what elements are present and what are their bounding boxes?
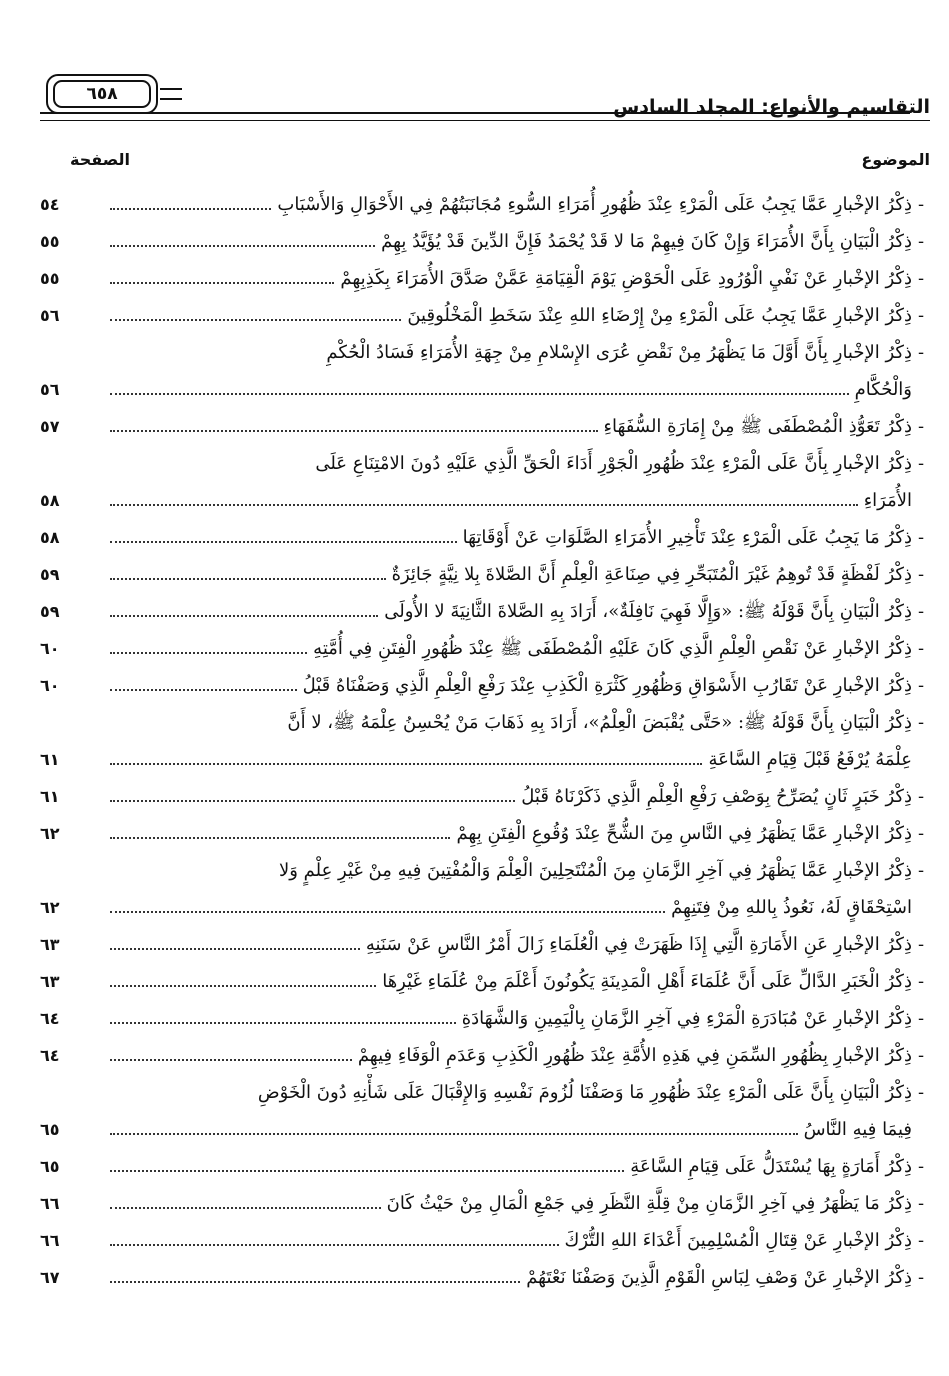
entry-page-number: ٦١ <box>40 750 60 769</box>
leader-dots <box>110 928 360 950</box>
toc-entry <box>40 1000 930 1037</box>
entry-bullet: - <box>917 712 925 733</box>
leader-dots <box>110 188 271 210</box>
leader-dots <box>110 1002 456 1024</box>
toc-entry <box>40 408 930 445</box>
entry-page-number: ٥٩ <box>40 602 60 621</box>
entry-bullet: - <box>917 1230 925 1251</box>
entry-title: ذِكْرُ الْبَيَانِ بِأَنَّ عَلَى الْمَرْءِ عِنْدَ ظُهُورِ مَا وَصَفْنَا لُزُومَ نَفْسِهِ وَالإِقْبَالَ عَلَى شَأْنِهِ دُونَ الْخَوْضِ <box>257 1082 912 1103</box>
entry-page-number: ٦٣ <box>40 935 60 954</box>
entry-bullet: - <box>917 823 925 844</box>
page <box>40 70 930 1360</box>
entry-title: ذِكْرُ الإخْبارِ عَنِ الأَمَارَةِ الَّتِي إِذَا ظَهَرَتْ فِي الْعُلَمَاءِ زَالَ أَمْرُ النَّاسِ عَنْ سَنَنِهِ <box>365 934 912 955</box>
toc-list <box>40 186 930 1296</box>
entry-page-number: ٥٥ <box>40 232 60 251</box>
entry-page-number: ٦٢ <box>40 898 60 917</box>
entry-bullet: - <box>917 1045 925 1066</box>
entry-bullet: - <box>917 453 925 474</box>
leader-dots <box>110 1113 798 1135</box>
leader-dots <box>110 225 375 247</box>
toc-entry <box>40 1222 930 1259</box>
entry-title: ذِكْرُ الإخْبارِ عَنْ نَقْصِ الْعِلْمِ الَّذِي كَانَ عَلَيْهِ الْمُصْطَفَى ﷺ عِنْدَ ظُهُورِ الْفِتَنِ فِي أُمَّتِهِ <box>313 638 912 659</box>
entry-page-number: ٦١ <box>40 787 60 806</box>
toc-entry <box>40 778 930 815</box>
toc-entry <box>40 519 930 556</box>
toc-entry <box>40 815 930 852</box>
entry-bullet: - <box>917 860 925 881</box>
entry-page-number: ٥٨ <box>40 528 60 547</box>
entry-bullet: - <box>917 1193 925 1214</box>
entry-page-number: ٦٦ <box>40 1231 60 1250</box>
entry-bullet: - <box>917 194 925 215</box>
entry-title: ذِكْرُ الإخْبارِ بِأَنَّ عَلَى الْمَرْءِ عِنْدَ ظُهُورِ الْجَوْرِ أَدَاءَ الْحَقِّ الَّذِي عَلَيْهِ دُونَ الامْتِنَاعِ عَلَى <box>315 453 912 474</box>
page-column-heading: الصفحة <box>70 150 131 169</box>
toc-entry <box>40 667 930 704</box>
entry-title: ذِكْرُ الإخْبارِ عَنْ وَصْفِ لِبَاسِ الْقَوْمِ الَّذِينَ وَصَفْنَا نَعْتَهُمْ <box>526 1267 912 1288</box>
entry-page-number: ٥٧ <box>40 417 60 436</box>
entry-bullet: - <box>917 675 925 696</box>
leader-dots <box>110 632 307 654</box>
entry-page-number: ٥٨ <box>40 491 60 510</box>
entry-page-number: ٦٤ <box>40 1046 60 1065</box>
leader-dots <box>110 373 849 395</box>
entry-bullet: - <box>917 786 925 807</box>
toc-entry <box>40 1074 930 1148</box>
page-number-badge <box>46 74 158 114</box>
toc-entry <box>40 926 930 963</box>
entry-title: ذِكْرُ الإخْبارِ عَمَّا يَجِبُ عَلَى الْمَرْءِ مِنْ إِرْضَاءِ اللهِ عِنْدَ سَخَطِ الْمَخْلُوقِينَ <box>407 305 912 326</box>
entry-bullet: - <box>917 1008 925 1029</box>
entry-page-number: ٥٦ <box>40 306 60 325</box>
entry-title: ذِكْرُ الإخْبارِ عَمَّا يَظْهَرُ فِي النَّاسِ مِنَ الشُّحِّ عِنْدَ وُقُوعِ الْفِتَنِ بِهِمْ <box>456 823 912 844</box>
leader-dots <box>110 965 376 987</box>
entry-page-number: ٦٠ <box>40 639 60 658</box>
entry-page-number: ٥٦ <box>40 380 60 399</box>
entry-title-continued: اسْتِحْقَاقٍ لَهُ، نَعُوذُ بِاللهِ مِنْ فِتَنِهِمْ <box>671 897 912 918</box>
entry-page-number: ٦٧ <box>40 1268 60 1287</box>
entry-title: ذِكْرُ الإخْبارِ عَنْ مُبَادَرَةِ الْمَرْءِ فِي آخِرِ الزَّمَانِ بِالْيَمِينِ وَالشَّهَادَةِ <box>461 1008 912 1029</box>
leader-dots <box>110 743 702 765</box>
toc-entry <box>40 852 930 926</box>
entry-title: ذِكْرُ الإخْبارِ عَنْ قِتَالِ الْمُسْلِمِينَ أَعْدَاءَ اللهِ التُّرْكَ <box>564 1230 912 1251</box>
entry-title: ذِكْرُ لَفْظَةٍ قَدْ تُوهِمُ غَيْرَ الْمُتَبَحِّرِ فِي صِنَاعَةِ الْعِلْمِ أَنَّ الصَّلاةَ بِلا نِيَّةٍ جَائِزَةٌ <box>391 564 912 585</box>
entry-page-number: ٦٥ <box>40 1120 60 1139</box>
entry-bullet: - <box>917 305 925 326</box>
entry-bullet: - <box>917 342 925 363</box>
toc-entry <box>40 223 930 260</box>
leader-dots <box>110 558 386 580</box>
entry-title-continued: وَالْحُكَّامِ <box>854 379 912 400</box>
toc-entry <box>40 593 930 630</box>
page-number: ٦٥٨ <box>86 84 118 104</box>
leader-dots <box>110 595 378 617</box>
leader-dots <box>110 891 665 913</box>
entry-bullet: - <box>917 1156 925 1177</box>
leader-dots <box>110 1224 559 1246</box>
entry-title: ذِكْرُ الإخْبارِ عَمَّا يَجِبُ عَلَى الْمَرْءِ عِنْدَ ظُهُورِ أُمَرَاءِ السُّوءِ مُجَانَبَتُهُمْ فِي الأَحْوَالِ وَالأَسْبَابِ <box>277 194 912 215</box>
entry-bullet: - <box>917 527 925 548</box>
leader-dots <box>110 262 334 284</box>
entry-bullet: - <box>917 601 925 622</box>
entry-title: ذِكْرُ الْبَيَانِ بِأَنَّ الأُمَرَاءَ وَإِنْ كَانَ فِيهِمْ مَا لا قَدْ يُحْمَدُ فَإِنَّ الدِّينَ قَدْ يُؤَيَّدُ بِهِمْ <box>381 231 912 252</box>
entry-bullet: - <box>917 638 925 659</box>
entry-title: ذِكْرُ الإخْبارِ عَنْ تَقَارُبِ الأَسْوَاقِ وَظُهُورِ كَثْرَةِ الْكَذِبِ عِنْدَ رَفْعِ الْعِلْمِ الَّذِي وَصَفْنَاهُ قَبْلُ <box>302 675 912 696</box>
leader-dots <box>110 780 515 802</box>
entry-page-number: ٦٦ <box>40 1194 60 1213</box>
header-rule <box>40 112 910 114</box>
header-thin-rule <box>40 120 930 121</box>
entry-page-number: ٥٤ <box>40 195 60 214</box>
badge-ornament <box>160 88 182 100</box>
leader-dots <box>110 521 457 543</box>
entry-bullet: - <box>917 231 925 252</box>
entry-title-continued: فِيمَا فِيهِ النَّاسُ <box>803 1119 912 1140</box>
entry-page-number: ٦٣ <box>40 972 60 991</box>
leader-dots <box>110 669 297 691</box>
toc-entry <box>40 186 930 223</box>
toc-entry <box>40 1037 930 1074</box>
entry-title: ذِكْرُ تَعَوُّذِ الْمُصْطَفَى ﷺ مِنْ إِمَارَةِ السُّفَهَاءِ <box>603 416 912 437</box>
entry-page-number: ٦٠ <box>40 676 60 695</box>
leader-dots <box>110 299 401 321</box>
entry-page-number: ٦٥ <box>40 1157 60 1176</box>
entry-bullet: - <box>917 268 925 289</box>
topic-column-heading: الموضوع <box>861 150 930 169</box>
entry-title: ذِكْرُ الْخَبَرِ الدَّالِّ عَلَى أَنَّ عُلَمَاءَ أَهْلِ الْمَدِينَةِ يَكُونُونَ أَعْلَمَ مِنْ عُلَمَاءِ غَيْرِهَا <box>382 971 912 992</box>
toc-entry <box>40 260 930 297</box>
entry-title-continued: عِلْمَهُ يُرْفَعُ قَبْلَ قِيَامِ السَّاعَةِ <box>708 749 912 770</box>
entry-title: ذِكْرُ الْبَيَانِ بِأَنَّ قَوْلَهُ ﷺ: «وَإِلَّا فَهِيَ نَافِلَةٌ»، أَرَادَ بِهِ الصَّلاةَ الثَّانِيَةَ لا الأُولَى <box>384 601 912 622</box>
entry-page-number: ٦٤ <box>40 1009 60 1028</box>
leader-dots <box>110 410 598 432</box>
entry-page-number: ٦٢ <box>40 824 60 843</box>
entry-title: ذِكْرُ الإخْبارِ بِظُهُورِ السِّمَنِ فِي هَذِهِ الأُمَّةِ عِنْدَ ظُهُورِ الْكَذِبِ وَعَدَمِ الْوَفَاءِ فِيهِمْ <box>357 1045 912 1066</box>
entry-bullet: - <box>917 1082 925 1103</box>
entry-page-number: ٥٥ <box>40 269 60 288</box>
toc-entry <box>40 1259 930 1296</box>
toc-entry <box>40 334 930 408</box>
toc-entry <box>40 556 930 593</box>
leader-dots <box>110 1261 520 1283</box>
leader-dots <box>110 817 450 839</box>
entry-title: ذِكْرُ خَبَرٍ ثَانٍ يُصَرِّحُ بِوَصْفِ رَفْعِ الْعِلْمِ الَّذِي ذَكَرْنَاهُ قَبْلُ <box>521 786 912 807</box>
entry-bullet: - <box>917 971 925 992</box>
entry-title: ذِكْرُ مَا يَجِبُ عَلَى الْمَرْءِ عِنْدَ تَأْخِيرِ الأُمَرَاءِ الصَّلَوَاتِ عَنْ أَوْقَاتِهَا <box>462 527 912 548</box>
leader-dots <box>110 484 858 506</box>
book-title: التقاسيم والأنواع: المجلد السادس <box>613 96 930 118</box>
entry-title: ذِكْرُ الإخْبارِ عَنْ نَفْيِ الْوُرُودِ عَلَى الْحَوْضِ يَوْمَ الْقِيَامَةِ عَمَّنْ صَدَّقَ الأُمَرَاءَ بِكَذِبِهِمْ <box>340 268 912 289</box>
entry-bullet: - <box>917 934 925 955</box>
entry-title: ذِكْرُ مَا يَظْهَرُ فِي آخِرِ الزَّمَانِ مِنْ قِلَّةِ النَّظَرِ فِي جَمْعِ الْمَالِ مِنْ حَيْثُ كَانَ <box>386 1193 912 1214</box>
entry-page-number: ٥٩ <box>40 565 60 584</box>
toc-entry <box>40 1185 930 1222</box>
toc-entry <box>40 630 930 667</box>
entry-bullet: - <box>917 416 925 437</box>
entry-title: ذِكْرُ الإخْبارِ بِأَنَّ أَوَّلَ مَا يَظْهَرُ مِنْ نَقْضِ عُرَى الإِسْلامِ مِنْ جِهَةِ الأُمَرَاءِ فَسَادُ الْحُكْمِ <box>326 342 912 363</box>
toc-entry <box>40 1148 930 1185</box>
entry-title: ذِكْرُ الْبَيَانِ بِأَنَّ قَوْلَهُ ﷺ: «حَتَّى يُقْبَضَ الْعِلْمُ»، أَرَادَ بِهِ ذَهَابَ مَنْ يُحْسِنُ عِلْمَهُ ﷺ، لا أَنَّ <box>287 712 912 733</box>
entry-title: ذِكْرُ الإخْبارِ عَمَّا يَظْهَرُ فِي آخِرِ الزَّمَانِ مِنَ الْمُنْتَحِلِينَ الْعِلْمَ وَالْمُفْتِينَ فِيهِ مِنْ غَيْرِ عِلْمٍ وَلا <box>278 860 912 881</box>
entry-bullet: - <box>917 564 925 585</box>
column-headings <box>40 150 930 176</box>
entry-title: ذِكْرُ أَمَارَةٍ بِهَا يُسْتَدَلُّ عَلَى قِيَامِ السَّاعَةِ <box>630 1156 912 1177</box>
leader-dots <box>110 1039 352 1061</box>
toc-entry <box>40 297 930 334</box>
entry-bullet: - <box>917 1267 925 1288</box>
toc-entry <box>40 963 930 1000</box>
toc-entry <box>40 704 930 778</box>
leader-dots <box>110 1187 381 1209</box>
toc-entry <box>40 445 930 519</box>
entry-title-continued: الأُمَرَاءِ <box>863 490 912 511</box>
leader-dots <box>110 1150 624 1172</box>
